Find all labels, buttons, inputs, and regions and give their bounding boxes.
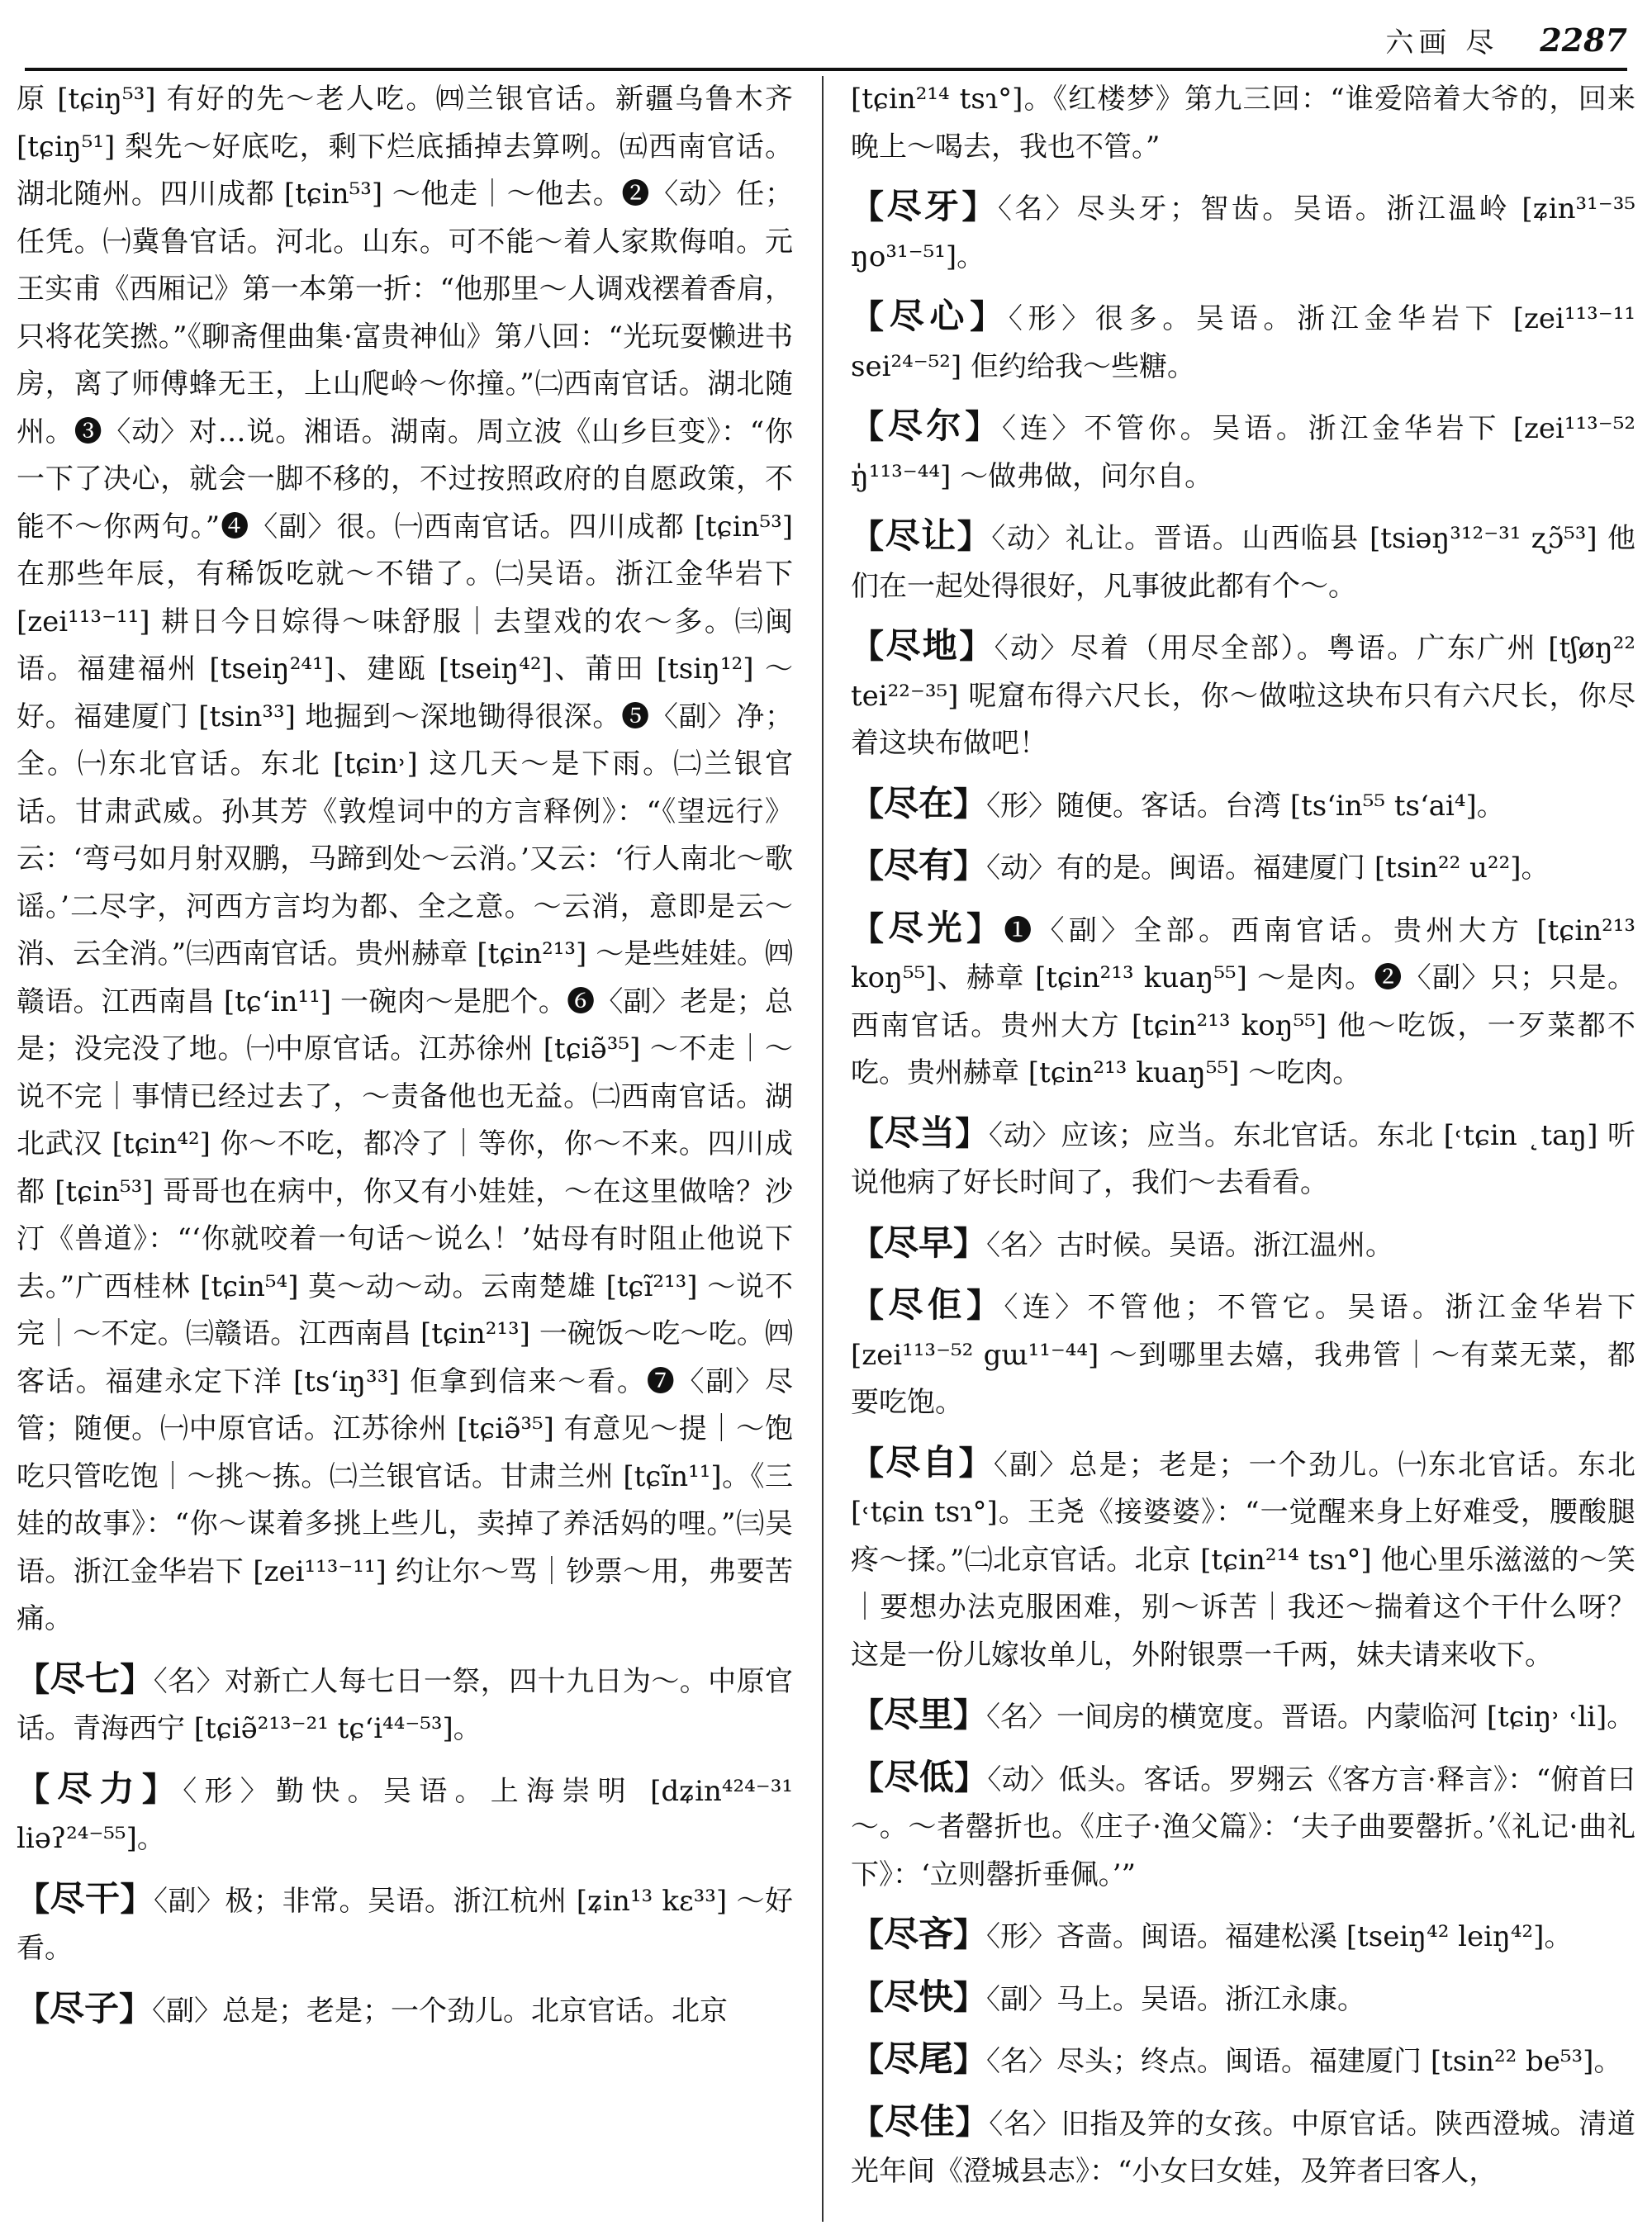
headword-open-bracket: 【 xyxy=(851,1758,885,1797)
headword-open-bracket: 【 xyxy=(851,909,889,948)
headword-open-bracket: 【 xyxy=(851,1223,884,1263)
entry-definition: 〈副〉总是；老是；一个劲儿。北京官话。北京 xyxy=(152,1994,729,2028)
entry-definition: 〈名〉一间房的横宽度。晋语。内蒙临河 [tɕiŋ˒ ˓li]。 xyxy=(986,1701,1635,1734)
headword-close-bracket: 】 xyxy=(955,1113,990,1153)
entry-definition: 〈名〉对新亡人每七日一祭，四十九日为～。中原官话。青海西宁 [tɕiə̃²¹³⁻²¹ tɕʻi⁴⁴⁻⁵³]。 xyxy=(17,1664,793,1745)
entry-definition: 〈名〉旧指及笄的女孩。中原官话。陕西澄城。清道光年间《澄城县志》：“小女曰女娃，及笄者曰客人， xyxy=(851,2107,1635,2188)
headword-close-bracket: 】 xyxy=(965,407,1003,446)
dictionary-entry xyxy=(851,292,1635,391)
page-number: 2287 xyxy=(1540,21,1627,59)
entry-definition: 〈形〉随便。客话。台湾 [tsʻin⁵⁵ tsʻai⁴]。 xyxy=(986,789,1505,823)
headword-open-bracket: 【 xyxy=(851,784,884,823)
continuation-text: [tɕin²¹⁴ tsɿ°]。《红楼梦》第九三回：“谁爱陪着大爷的，回来晚上～喝去，我也不管。” xyxy=(851,83,1635,164)
headword: 尽心 xyxy=(889,296,971,336)
headword-open-bracket: 【 xyxy=(851,2040,884,2079)
entry-definition: 〈副〉马上。吴语。浙江永康。 xyxy=(986,1982,1366,2016)
dictionary-entry xyxy=(17,1985,793,2036)
headword-close-bracket: 】 xyxy=(141,1769,183,1809)
entry-definition: 〈形〉吝啬。闽语。福建松溪 [tseiŋ⁴² leiŋ⁴²]。 xyxy=(986,1920,1573,1953)
headword: 尽自 xyxy=(885,1441,959,1483)
entry-definition: 〈名〉尽头牙；智齿。吴语。浙江温岭 [ʑin³¹⁻³⁵ ŋo³¹⁻⁵¹]。 xyxy=(851,192,1635,273)
headword: 尽快 xyxy=(884,1976,954,2017)
dictionary-entry xyxy=(851,1910,1635,1962)
headword: 尽干 xyxy=(50,1877,121,1919)
dictionary-entry xyxy=(851,402,1635,501)
column-divider xyxy=(822,76,824,2222)
headword-close-bracket: 】 xyxy=(119,1989,153,2028)
left-column xyxy=(17,76,793,2222)
headword-open-bracket: 【 xyxy=(851,297,890,336)
entry-list xyxy=(17,1655,793,2036)
headword-close-bracket: 】 xyxy=(953,784,987,823)
entry-definition: 〈副〉极；非常。吴语。浙江杭州 [ʑin¹³ kɛ³³] ～好看。 xyxy=(17,1884,793,1965)
page-header xyxy=(25,15,1627,64)
headword-close-bracket: 】 xyxy=(953,1696,987,1734)
headword-open-bracket: 【 xyxy=(851,1696,884,1734)
headword: 尽吝 xyxy=(884,1914,954,1954)
headword: 尽有 xyxy=(884,845,954,885)
entry-definition: 〈动〉应该；应当。东北官话。东北 [˓tɕin ˛taŋ] 听说他病了好长时间了，我们～去看看。 xyxy=(851,1118,1635,1199)
headword-close-bracket: 】 xyxy=(966,909,1004,948)
entry-definition: 〈名〉古时候。吴语。浙江温州。 xyxy=(986,1228,1394,1262)
headword: 尽子 xyxy=(50,1987,120,2028)
headword-open-bracket: 【 xyxy=(851,517,885,556)
entry-definition: 〈副〉总是；老是；一个劲儿。㈠东北官话。东北 [˓tɕin tsɿ°]。王尧《接婆婆》：“一觉醒来身上好难受，腰酸腿疼～揉。”㈡北京官话。北京 [tɕin²¹⁴ tsɿ°] 他心里乐滋滋的～笑｜要想办法克服困难，别～诉苦｜我还～揣着这个干什么呀？这是一份儿嫁妆单儿，外附银票一千两，妹夫请来收下。 xyxy=(851,1448,1635,1672)
headword-close-bracket: 】 xyxy=(953,847,987,885)
header-rule xyxy=(25,68,1627,71)
headword-close-bracket: 】 xyxy=(120,1879,154,1919)
headword: 尽尔 xyxy=(887,406,966,446)
headword: 尽里 xyxy=(884,1694,954,1734)
entry-list xyxy=(851,183,1635,2196)
entry-definition: 〈动〉有的是。闽语。福建厦门 [tsin²² u²²]。 xyxy=(986,852,1550,885)
headword-open-bracket: 【 xyxy=(17,1769,58,1809)
dictionary-entry xyxy=(851,2098,1635,2196)
dictionary-entry xyxy=(851,183,1635,281)
headword-open-bracket: 【 xyxy=(851,1286,889,1325)
headword-close-bracket: 】 xyxy=(953,1223,987,1263)
headword-open-bracket: 【 xyxy=(851,847,884,885)
headword: 尽早 xyxy=(884,1222,954,1263)
headword-open-bracket: 【 xyxy=(851,1977,884,2017)
headword: 尽佢 xyxy=(888,1284,967,1325)
headword-close-bracket: 】 xyxy=(953,2040,987,2079)
section-title: 六画 尽 xyxy=(1385,26,1499,59)
dictionary-entry xyxy=(851,622,1635,768)
headword-close-bracket: 】 xyxy=(953,1915,987,1954)
dictionary-entry xyxy=(17,1875,793,1973)
headword: 尽地 xyxy=(885,625,960,666)
headword: 尽尾 xyxy=(884,2038,954,2079)
dictionary-entry xyxy=(17,1765,793,1863)
headword-open-bracket: 【 xyxy=(17,1659,50,1699)
entry-definition: 〈名〉尽头；终点。闽语。福建厦门 [tsin²² be⁵³]。 xyxy=(986,2045,1622,2078)
continuation-text: 原 [tɕiŋ⁵³] 有好的先～老人吃。㈣兰银官话。新疆乌鲁木齐 [tɕiŋ⁵¹] 梨先～好底吃，剩下烂底插掉去算咧。㈤西南官话。湖北随州。四川成都 [tɕin⁵³] ～他走｜～他去。❷〈动〉任；任凭。㈠冀鲁官话。河北。山东。可不能～着人家欺侮咱。元王实甫《西厢记》第一本第一折：“他那里～人调戏䙓着香肩，只将花笑撚。”《聊斋俚曲集·富贵神仙》第八回：“光玩耍懒进书房，离了师傅蜂无王，上山爬岭～你撞。”㈡西南官话。湖北随州。❸〈动〉对…说。湘语。湖南。周立波《山乡巨变》：“你一下了决心，就会一脚不移的，不过按照政府的自愿政策，不能不～你两句。”❹〈副〉很。㈠西南官话。四川成都 [tɕin⁵³] 在那些年辰，有稀饭吃就～不错了。㈡吴语。浙江金华岩下 [zei¹¹³⁻¹¹] 耕日今日婃得～味舒服｜去望戏的农～多。㈢闽语。福建福州 [tseiŋ²⁴¹]、建瓯 [tseiŋ⁴²]、莆田 [tsiŋ¹²] ～好。福建厦门 [tsin³³] 地掘到～深地锄得很深。❺〈副〉净；全。㈠东北官话。东北 [tɕin˒] 这几天～是下雨。㈡兰银官话。甘肃武威。孙其芳《敦煌词中的方言释例》：“《望远行》云：‘弯弓如月射双鹏，马蹄到处～云消。’又云：‘行人南北～歌谣。’二尽字，河西方言均为都、全之意。～云消，意即是云～消、云全消。”㈢西南官话。贵州赫章 [tɕin²¹³] ～是些娃娃。㈣赣语。江西南昌 [tɕʻin¹¹] 一碗肉～是肥个。❻〈副〉老是；总是；没完没了地。㈠中原官话。江苏徐州 [tɕiə̃³⁵] ～不走｜～说不完｜事情已经过去了，～责备他也无益。㈡西南官话。湖北武汉 [tɕin⁴²] 你～不吃，都冷了｜等你，你～不来。四川成都 [tɕin⁵³] 哥哥也在病中，你又有小娃娃，～在这里做啥？沙汀《兽道》：“‘你就咬着一句话～说么！’姑母有时阻止他说下去。”广西桂林 [tɕin⁵⁴] 莫～动～动。云南楚雄 [tɕĩ²¹³] ～说不完｜～不定。㈢赣语。江西南昌 [tɕin²¹³] 一碗饭～吃～吃。㈣客话。福建永定下洋 [tsʻiŋ³³] 佢拿到信来～看。❼〈副〉尽管；随便。㈠中原官话。江苏徐州 [tɕiə̃³⁵] 有意见～提｜～饱吃只管吃饱｜～挑～拣。㈡兰银官话。甘肃兰州 [tɕĩn¹¹]。《三娃的故事》：“你～谋着多挑上些儿，卖掉了养活妈的哩。”㈢吴语。浙江金华岩下 [zei¹¹³⁻¹¹] 约让尔～骂｜钞票～用，弗要苦痛。 xyxy=(17,83,793,1635)
dictionary-entry xyxy=(851,1219,1635,1270)
headword-open-bracket: 【 xyxy=(851,627,886,666)
headword-open-bracket: 【 xyxy=(851,1443,886,1483)
entry-definition: 〈形〉很多。吴语。浙江金华岩下 [zei¹¹³⁻¹¹ sei²⁴⁻⁵²] 佢约给我～些糖。 xyxy=(851,302,1635,383)
dictionary-entry xyxy=(851,904,1635,1098)
headword-close-bracket: 】 xyxy=(954,1758,988,1797)
headword: 尽在 xyxy=(884,782,954,823)
headword-close-bracket: 】 xyxy=(120,1659,154,1699)
headword-open-bracket: 【 xyxy=(17,1879,50,1919)
dictionary-entry xyxy=(851,1281,1635,1427)
headword: 尽当 xyxy=(884,1112,956,1153)
headword: 尽低 xyxy=(884,1756,955,1797)
headword-close-bracket: 】 xyxy=(955,2102,990,2142)
headword-close-bracket: 】 xyxy=(953,1977,987,2017)
headword-open-bracket: 【 xyxy=(851,187,887,226)
entry-definition: 〈连〉不管他；不管它。吴语。浙江金华岩下 [zei¹¹³⁻⁵² gɯ¹¹⁻⁴⁴] ～到哪里去嬉，我弗管｜～有菜无菜，都要吃饱。 xyxy=(851,1291,1635,1419)
dictionary-entry xyxy=(851,2035,1635,2086)
headword: 尽七 xyxy=(50,1658,121,1699)
dictionary-entry xyxy=(851,1691,1635,1742)
dictionary-entry xyxy=(17,1655,793,1753)
headword-open-bracket: 【 xyxy=(851,1113,885,1153)
headword-close-bracket: 】 xyxy=(966,1286,1004,1325)
right-column xyxy=(851,76,1635,2222)
headword-close-bracket: 】 xyxy=(961,187,998,226)
headword-close-bracket: 】 xyxy=(958,1443,994,1483)
dictionary-entry xyxy=(851,780,1635,831)
headword-close-bracket: 】 xyxy=(957,517,992,556)
headword: 尽佳 xyxy=(884,2100,956,2142)
entry-definition: ❶〈副〉全部。西南官话。贵州大方 [tɕin²¹³ koŋ⁵⁵]、赫章 [tɕin²¹³ kuaŋ⁵⁵] ～是肉。❷〈副〉只；只是。西南官话。贵州大方 [tɕin²¹³ koŋ⁵⁵] 他～吃饭，一歹菜都不吃。贵州赫章 [tɕin²¹³ kuaŋ⁵⁵] ～吃肉。 xyxy=(851,913,1635,1089)
headword-open-bracket: 【 xyxy=(851,2102,885,2142)
dictionary-entry xyxy=(851,1109,1635,1208)
headword-close-bracket: 】 xyxy=(959,627,995,666)
headword: 尽牙 xyxy=(886,186,962,226)
headword: 尽让 xyxy=(885,515,957,556)
headword-open-bracket: 【 xyxy=(851,1915,884,1954)
headword: 尽光 xyxy=(888,907,966,948)
dictionary-entry xyxy=(851,512,1635,610)
entry-definition: 〈动〉尽着（用尽全部）。粤语。广东广州 [tʃøŋ²² tei²²⁻³⁵] 呢窟布得六尺长，你～做啦这块布只有六尺长，你尽着这块布做吧！ xyxy=(851,632,1635,760)
entry-definition: 〈动〉低头。客话。罗翙云《客方言·释言》：“俯首曰～。～者罄折也。《庄子·渔父篇》：‘夫子曲要罄折。’《礼记·曲礼下》：‘立则罄折垂佩。’” xyxy=(851,1763,1635,1891)
dictionary-entry xyxy=(851,1439,1635,1680)
dictionary-entry xyxy=(851,1753,1635,1900)
headword: 尽力 xyxy=(57,1767,142,1809)
entry-definition: 〈动〉礼让。晋语。山西临县 [tsiəŋ³¹²⁻³¹ ʐɔ̃⁵³] 他们在一起处得很好，凡事彼此都有个～。 xyxy=(851,522,1635,603)
dictionary-entry xyxy=(851,842,1635,893)
headword-open-bracket: 【 xyxy=(17,1989,50,2028)
headword-close-bracket: 】 xyxy=(970,297,1009,336)
headword-open-bracket: 【 xyxy=(851,407,888,446)
entry-definition: 〈形〉勤快。吴语。上海崇明 [dʑin⁴²⁴⁻³¹ liəʔ²⁴⁻⁵⁵]。 xyxy=(17,1774,793,1855)
dictionary-entry xyxy=(851,1973,1635,2024)
entry-definition: 〈连〉不管你。吴语。浙江金华岩下 [zei¹¹³⁻⁵² ŋ̍¹¹³⁻⁴⁴] ～做弗做，问尔自。 xyxy=(851,412,1635,493)
